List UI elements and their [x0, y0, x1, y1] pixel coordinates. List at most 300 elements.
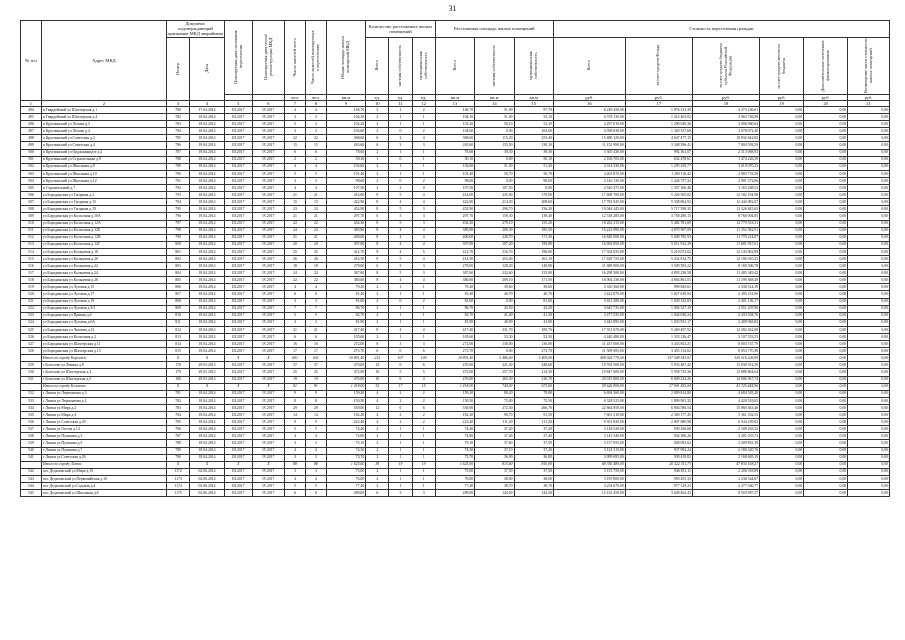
cell-15: 98,60: [514, 177, 553, 184]
cell-21: 0,00: [848, 227, 890, 234]
cell-12: 1: [412, 475, 435, 482]
cell-17: 4 647 477,15: [625, 135, 692, 142]
cell-15: 38,00: [514, 475, 553, 482]
cell-16: 3 330 360,00: [553, 284, 625, 291]
cell-17: 1 333 126,47: [625, 334, 692, 341]
header-doc-group: Документ, подтверждающий признание МКД аварийным: [167, 21, 223, 37]
cell-2: п Гвардейский ул Шахтерская д.4: [41, 114, 166, 121]
cell-14: 75,00: [475, 397, 514, 404]
cell-2: ул Бородинская ул Гагарина д.2: [41, 192, 166, 199]
cell-13: 412,70: [435, 248, 474, 255]
cell-5: III.2017: [224, 156, 252, 163]
cell-15: 214,30: [514, 369, 553, 376]
cell-2: ул Бородинская ул Шахтерская д.13: [41, 348, 166, 355]
cell-10: 3: [366, 107, 389, 114]
cell-1: 498: [21, 135, 42, 142]
cell-5: X: [224, 355, 252, 362]
column-number: 5: [224, 100, 252, 106]
cell-9: 78,60: [326, 149, 365, 156]
cell-1: 500: [21, 149, 42, 156]
cell-13: 182,20: [435, 412, 474, 419]
cell-7: 2: [285, 156, 306, 163]
unit-pcs: ед.: [366, 94, 389, 100]
cell-20: 0,00: [804, 163, 848, 170]
cell-13: 289,00: [435, 490, 474, 497]
cell-1: 544: [21, 482, 42, 489]
cell-16: 3 195 800,00: [553, 475, 625, 482]
cell-14: 0,00: [475, 298, 514, 305]
cell-19: 0,00: [760, 192, 804, 199]
cell-6: IV.2017: [252, 490, 284, 497]
cell-10: 2: [366, 447, 389, 454]
cell-9: 105,60: [326, 334, 365, 341]
unit-sqm: кв.м: [326, 94, 365, 100]
column-number: 21: [848, 100, 890, 106]
header-doc-date: Дата: [190, 37, 225, 100]
cell-20: 0,00: [804, 185, 848, 192]
cell-2: ул Бородинская ул Колхозная д.12Г: [41, 241, 166, 248]
cell-12: 1: [412, 312, 435, 319]
cell-5: III.2017: [224, 170, 252, 177]
cell-20: 0,00: [804, 312, 848, 319]
cell-17: 3 348 396,41: [625, 142, 692, 149]
cell-17: 3 648 462,43: [625, 490, 692, 497]
header-rooms-group: Количество расселяемых жилых помещений: [366, 21, 436, 38]
cell-20: 0,00: [804, 206, 848, 213]
cell-21: 0,00: [848, 468, 890, 475]
cell-3: X: [166, 461, 189, 468]
cell-13: 380,60: [435, 277, 474, 284]
table-row: [21, 206, 890, 213]
cell-16: 3 145 340,00: [553, 433, 625, 440]
cell-4: 18.04.2014: [190, 156, 225, 163]
header-rooms-total: Всего: [366, 37, 389, 94]
cell-6: IV.2017: [252, 142, 284, 149]
cell-13: 159,20: [435, 390, 474, 397]
cell-21: 0,00: [848, 220, 890, 227]
cell-10: 2: [366, 305, 389, 312]
table-row: [21, 326, 890, 333]
cell-4: 02.06.2014: [190, 475, 225, 482]
cell-14: 5 486,40: [475, 355, 514, 362]
cell-3: 785: [166, 135, 189, 142]
cell-10: 2: [366, 454, 389, 461]
cell-14: 38,70: [475, 482, 514, 489]
cell-6: IV.2017: [252, 185, 284, 192]
cell-10: 4: [366, 412, 389, 419]
table-row: [21, 170, 890, 177]
cell-3: 784: [166, 412, 189, 419]
cell-3: 1172: [166, 468, 189, 475]
cell-2: г Липки ул Пушкина д.5: [41, 440, 166, 447]
cell-4: 18.04.2014: [190, 433, 225, 440]
cell-7: 37: [285, 362, 306, 369]
cell-3: 783: [166, 404, 189, 411]
cell-9: 434,30: [326, 220, 365, 227]
cell-5: III.2017: [224, 475, 252, 482]
cell-17: 4 893 230,58: [625, 270, 692, 277]
cell-7: 21: [285, 213, 306, 220]
cell-16: 11 152 990,00: [553, 142, 625, 149]
cell-9: 289,00: [326, 490, 365, 497]
cell-6: IV.2017: [252, 270, 284, 277]
cell-18: 2 401 136,17: [692, 298, 759, 305]
cell-17: 930 419,81: [625, 454, 692, 461]
cell-13: 81,90: [435, 319, 474, 326]
cell-20: 0,00: [804, 383, 848, 390]
cell-13: 387,60: [435, 270, 474, 277]
cell-11: 1: [389, 468, 412, 475]
cell-18: 2 189 263,32: [692, 426, 759, 433]
cell-10: 2: [366, 121, 389, 128]
cell-14: 0,00: [475, 156, 514, 163]
cell-7: 4: [285, 433, 306, 440]
cell-9: 387,60: [326, 270, 365, 277]
cell-1: 521: [21, 298, 42, 305]
table-row: [21, 369, 890, 376]
column-number: 13: [435, 100, 474, 106]
cell-9: 476,00: [326, 376, 365, 383]
cell-14: 80,20: [475, 390, 514, 397]
cell-13: 98,60: [435, 177, 474, 184]
cell-3: 179: [166, 369, 189, 376]
column-number: 18: [692, 100, 759, 106]
cell-10: 6: [366, 263, 389, 270]
cell-8: 6: [305, 334, 326, 341]
cell-12: 1: [412, 284, 435, 291]
cell-12: 19: [412, 461, 435, 468]
cell-14: 265,30: [475, 376, 514, 383]
cell-7: 4: [285, 185, 306, 192]
cell-20: 0,00: [804, 298, 848, 305]
table-row: [21, 404, 890, 411]
cell-20: 0,00: [804, 241, 848, 248]
cell-12: 1: [412, 334, 435, 341]
cell-3: 794: [166, 199, 189, 206]
cell-8: 19: [305, 376, 326, 383]
cell-16: 4 440 480,00: [553, 334, 625, 341]
cell-3: 785: [166, 419, 189, 426]
cell-5: III.2017: [224, 404, 252, 411]
cell-19: 0,00: [760, 128, 804, 135]
header-cost-total: Всего: [553, 37, 625, 94]
cell-21: 0,00: [848, 305, 890, 312]
cell-13: 81,40: [435, 291, 474, 298]
cell-15: 75,50: [514, 397, 553, 404]
cell-21: 0,00: [848, 440, 890, 447]
cell-1: 510: [21, 220, 42, 227]
cell-19: 0,00: [760, 284, 804, 291]
cell-21: 0,00: [848, 461, 890, 468]
cell-19: 0,00: [760, 107, 804, 114]
cell-2: п Круглинский ул Школьная д.8: [41, 163, 166, 170]
cell-14: 37,40: [475, 433, 514, 440]
cell-13: 107,50: [435, 185, 474, 192]
cell-9: 412,70: [326, 248, 365, 255]
cell-12: 1: [412, 454, 435, 461]
cell-1: 514: [21, 248, 42, 255]
cell-18: 2 168 665,19: [692, 454, 759, 461]
table-row: [21, 334, 890, 341]
cell-6: IV.2017: [252, 107, 284, 114]
cell-7: 16: [285, 341, 306, 348]
cell-19: 0,00: [760, 312, 804, 319]
cell-18: 13 888 864,64: [692, 369, 759, 376]
cell-6: IV.2017: [252, 114, 284, 121]
cell-19: 0,00: [760, 412, 804, 419]
cell-14: 744,40: [475, 383, 514, 390]
cell-15: 111,20: [514, 419, 553, 426]
cell-21: 0,00: [848, 419, 890, 426]
cell-5: III.2017: [224, 277, 252, 284]
cell-19: 0,00: [760, 220, 804, 227]
cell-2: г Болохово ул Шахтерская д.4: [41, 369, 166, 376]
cell-17: 5 717 599,35: [625, 206, 692, 213]
cell-13: 434,30: [435, 220, 474, 227]
cell-13: 75,10: [435, 440, 474, 447]
cell-12: 3: [412, 263, 435, 270]
cell-8: 25: [305, 248, 326, 255]
cell-14: 107,50: [475, 185, 514, 192]
cell-2: п Круглинский ул Лесная д.4: [41, 128, 166, 135]
column-number: 10: [366, 100, 389, 106]
cell-17: 5 933 487,42: [625, 362, 692, 369]
cell-15: 161,10: [514, 255, 553, 262]
cell-20: 0,00: [804, 135, 848, 142]
cell-19: 0,00: [760, 248, 804, 255]
cell-21: 0,00: [848, 369, 890, 376]
cell-16: 15 480 120,00: [553, 135, 625, 142]
header-area-private: частная собственность: [475, 37, 514, 94]
cell-16: 3 431 280,00: [553, 298, 625, 305]
cell-9: 82,70: [326, 312, 365, 319]
cell-11: 0: [389, 128, 412, 135]
cell-14: 36,90: [475, 454, 514, 461]
cell-9: 397,00: [326, 241, 365, 248]
cell-6: IV.2017: [252, 362, 284, 369]
cell-9: 104,60: [326, 128, 365, 135]
cell-18: 8 180 306,78: [692, 263, 759, 270]
cell-6: IV.2017: [252, 291, 284, 298]
cell-11: 1: [389, 107, 412, 114]
cell-15: 155,00: [514, 270, 553, 277]
cell-14: 37,60: [475, 440, 514, 447]
cell-8: 3: [305, 121, 326, 128]
cell-20: 0,00: [804, 454, 848, 461]
cell-10: 2: [366, 482, 389, 489]
cell-3: 780: [166, 107, 189, 114]
header-rooms-municipal: муниципальная собственность: [412, 37, 435, 94]
cell-21: 0,00: [848, 355, 890, 362]
cell-1: 517: [21, 270, 42, 277]
cell-1: 507: [21, 199, 42, 206]
cell-11: 5: [389, 192, 412, 199]
cell-4: 02.06.2014: [190, 482, 225, 489]
table-row: [21, 114, 890, 121]
cell-6: IV.2017: [252, 248, 284, 255]
table-row: [21, 390, 890, 397]
cell-14: 221,40: [475, 362, 514, 369]
cell-14: 37,20: [475, 426, 514, 433]
cell-17: 3 455 314,62: [625, 348, 692, 355]
cell-9: 150,50: [326, 397, 365, 404]
table-row: [21, 163, 890, 170]
cell-18: 11 681 937,61: [692, 241, 759, 248]
cell-5: X: [224, 461, 252, 468]
cell-15: 37,20: [514, 447, 553, 454]
cell-2: ул Бородинская ул Чкалова д.12: [41, 326, 166, 333]
cell-12: 1: [412, 163, 435, 170]
cell-4: 18.04.2014: [190, 149, 225, 156]
cell-16: 16 298 580,00: [553, 270, 625, 277]
cell-12: 4: [412, 376, 435, 383]
cell-10: 8: [366, 277, 389, 284]
cell-18: 2 551 207,90: [692, 305, 759, 312]
cell-20: 0,00: [804, 149, 848, 156]
column-number: 19: [760, 100, 804, 106]
cell-3: 1173: [166, 475, 189, 482]
cell-11: 1: [389, 149, 412, 156]
cell-6: IV.2017: [252, 482, 284, 489]
cell-17: 992 361,07: [625, 149, 692, 156]
cell-10: 2: [366, 334, 389, 341]
cell-6: IV.2017: [252, 177, 284, 184]
unit-sqm: кв.м: [514, 94, 553, 100]
cell-20: 0,00: [804, 170, 848, 177]
cell-10: 2: [366, 149, 389, 156]
cell-13: 77,40: [435, 482, 474, 489]
cell-10: 8: [366, 241, 389, 248]
cell-20: 0,00: [804, 447, 848, 454]
cell-14: 209,10: [475, 277, 514, 284]
cell-18: 13 830 012,58: [692, 362, 759, 369]
cell-12: 1: [412, 440, 435, 447]
cell-10: 2: [366, 163, 389, 170]
cell-9: 400,00: [326, 234, 365, 241]
cell-13: 78,60: [435, 149, 474, 156]
cell-11: 4: [389, 277, 412, 284]
cell-21: 0,00: [848, 121, 890, 128]
cell-5: III.2017: [224, 135, 252, 142]
unit-rub: руб.: [804, 94, 848, 100]
table-row: [21, 270, 890, 277]
cell-11: 2: [389, 397, 412, 404]
cell-5: III.2017: [224, 312, 252, 319]
cell-20: 0,00: [804, 213, 848, 220]
cell-12: 1: [412, 291, 435, 298]
cell-9: 50,10: [326, 156, 365, 163]
cell-20: 0,00: [804, 390, 848, 397]
cell-4: 18.04.2014: [190, 319, 225, 326]
cell-8: 18: [305, 263, 326, 270]
cell-6: IV.2017: [252, 170, 284, 177]
cell-6: IV.2017: [252, 149, 284, 156]
cell-18: 12 282 262,08: [692, 326, 759, 333]
cell-11: 6: [389, 362, 412, 369]
cell-6: IV.2017: [252, 334, 284, 341]
cell-4: 18.04.2014: [190, 440, 225, 447]
cell-10: 2: [366, 185, 389, 192]
cell-21: 0,00: [848, 248, 890, 255]
cell-18: 14 006 567,74: [692, 376, 759, 383]
cell-20: 0,00: [804, 227, 848, 234]
cell-10: 8: [366, 270, 389, 277]
cell-5: III.2017: [224, 326, 252, 333]
column-number: 8: [305, 100, 326, 106]
cell-1: 497: [21, 128, 42, 135]
cell-6: X: [252, 461, 284, 468]
cell-1: 504: [21, 177, 42, 184]
cell-3: 786: [166, 426, 189, 433]
cell-5: III.2017: [224, 213, 252, 220]
cell-12: 2: [412, 107, 435, 114]
cell-5: III.2017: [224, 185, 252, 192]
cell-20: 0,00: [804, 199, 848, 206]
cell-3: 786: [166, 142, 189, 149]
cell-1: 511: [21, 227, 42, 234]
cell-16: 59 626 900,00: [553, 383, 625, 390]
cell-2: г Липки ул Лермонтова д.3: [41, 390, 166, 397]
cell-6: IV.2017: [252, 404, 284, 411]
cell-9: 452,90: [326, 206, 365, 213]
cell-6: IV.2017: [252, 326, 284, 333]
cell-20: 0,00: [804, 419, 848, 426]
cell-21: 0,00: [848, 107, 890, 114]
cell-15: 673,60: [514, 383, 553, 390]
cell-10: 12: [366, 362, 389, 369]
cell-15: 196,00: [514, 248, 553, 255]
table-row: [21, 376, 890, 383]
cell-8: 3: [305, 440, 326, 447]
cell-10: 6: [366, 213, 389, 220]
cell-14: 43,50: [475, 305, 514, 312]
cell-8: 23: [305, 206, 326, 213]
cell-17: 20 522 311,73: [625, 461, 692, 468]
cell-15: 171,50: [514, 277, 553, 284]
cell-11: 3: [389, 490, 412, 497]
cell-17: 4 804 861,51: [625, 277, 692, 284]
cell-11: 6: [389, 376, 412, 383]
cell-8: 9: [305, 390, 326, 397]
cell-12: 4: [412, 234, 435, 241]
cell-21: 0,00: [848, 156, 890, 163]
cell-4: 18.04.2014: [190, 412, 225, 419]
cell-4: X: [190, 461, 225, 468]
cell-1: 505: [21, 185, 42, 192]
cell-5: III.2017: [224, 220, 252, 227]
cell-4: 18.04.2014: [190, 404, 225, 411]
cell-19: 0,00: [760, 277, 804, 284]
cell-16: 12 518 285,00: [553, 213, 625, 220]
cell-12: 4: [412, 241, 435, 248]
cell-17: 5 482 781,69: [625, 220, 692, 227]
cell-7: 8: [285, 397, 306, 404]
cell-18: 4 684 545,20: [692, 390, 759, 397]
cell-19: 0,00: [760, 291, 804, 298]
column-number: 16: [553, 100, 625, 106]
cell-18: 11 199 368,49: [692, 277, 759, 284]
table-row: [21, 397, 890, 404]
cell-20: 0,00: [804, 326, 848, 333]
cell-8: 7: [305, 305, 326, 312]
cell-21: 0,00: [848, 142, 890, 149]
cell-12: 1: [412, 305, 435, 312]
cell-5: III.2017: [224, 121, 252, 128]
cell-4: 18.04.2014: [190, 312, 225, 319]
header-rooms-private: частная собственность: [389, 37, 412, 94]
cell-15: 5 405,00: [514, 355, 553, 362]
cell-9: 385,80: [326, 227, 365, 234]
